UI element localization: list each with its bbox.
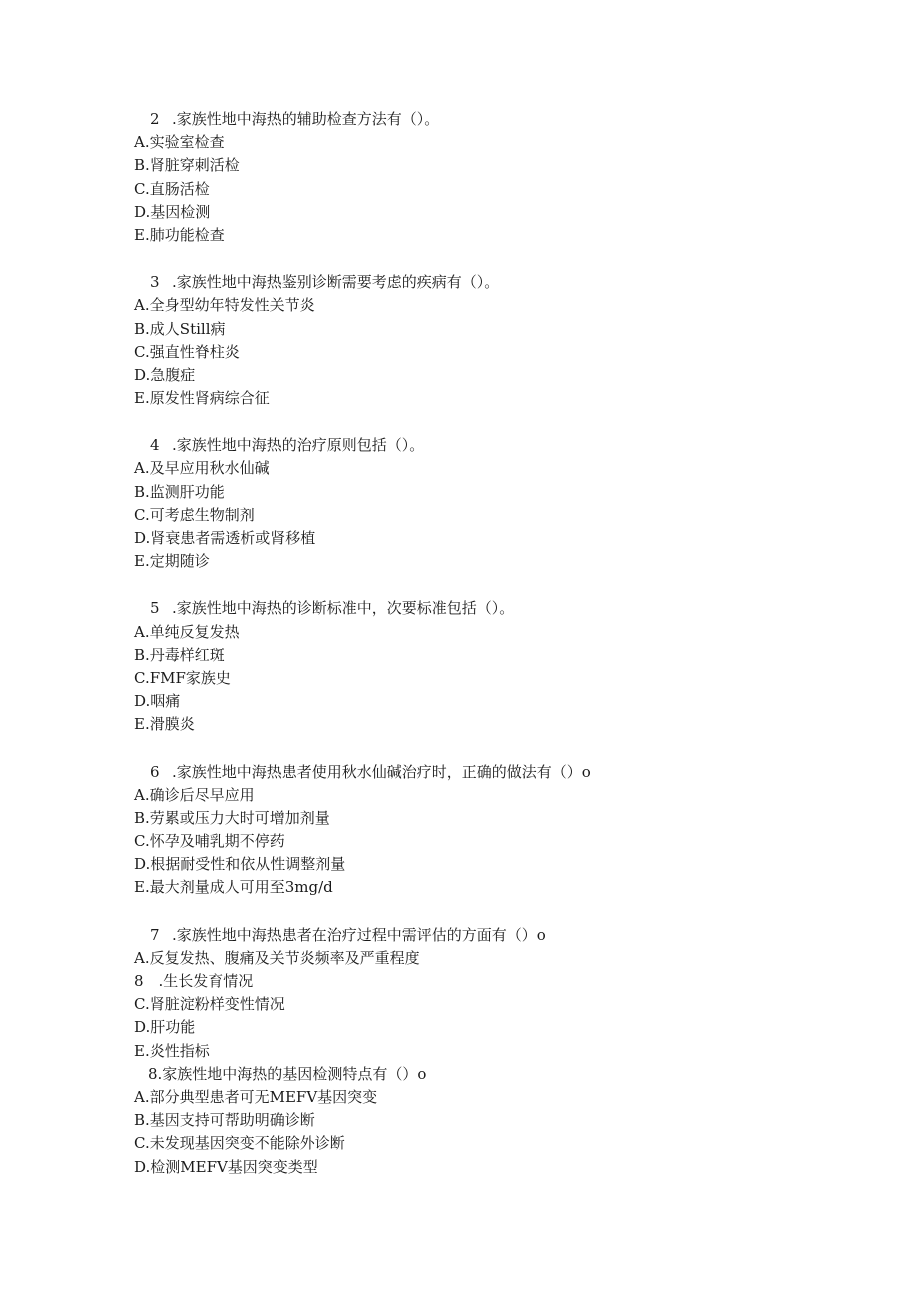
- question-5: [0, 597, 920, 736]
- option-c: C.FMF家族史: [134, 668, 231, 687]
- question-stem: [0, 271, 920, 294]
- question-7: [0, 924, 920, 1063]
- option-d: D.急腹症: [134, 365, 196, 384]
- document-body: [0, 108, 920, 1179]
- option-c: C.直肠活检: [134, 179, 210, 198]
- option-e: E.最大剂量成人可用至3mg/d: [134, 878, 333, 897]
- question-stem: [0, 434, 920, 457]
- option-c: C.可考虑生物制剂: [134, 505, 255, 524]
- question-2: [0, 108, 920, 247]
- option-e: E.炎性指标: [134, 1041, 210, 1060]
- option-b: 8 .生长发育情况: [134, 972, 254, 990]
- option-c: C.怀孕及哺乳期不停药: [134, 832, 285, 851]
- option-b: B.基因支持可帮助明确诊断: [134, 1111, 315, 1130]
- option-a: A.全身型幼年特发性关节炎: [134, 296, 315, 315]
- option-a: A.确诊后尽早应用: [134, 785, 255, 804]
- option-a: A.及早应用秋水仙碱: [134, 459, 270, 478]
- question-3: [0, 271, 920, 410]
- question-number: 2: [150, 110, 160, 128]
- question-number: 5: [150, 599, 160, 618]
- option-b: B.丹毒样红斑: [134, 645, 225, 664]
- option-b: B.监测肝功能: [134, 482, 225, 501]
- question-stem: [0, 761, 920, 784]
- question-text: .家族性地中海热患者在治疗过程中需评估的方面有（）o: [172, 925, 546, 944]
- question-stem: [0, 924, 920, 947]
- question-number: 6: [150, 762, 160, 781]
- option-a: A.单纯反复发热: [134, 622, 240, 641]
- option-e: E.滑膜炎: [134, 715, 195, 734]
- question-text: .家族性地中海热患者使用秋水仙碱治疗时，正确的做法有（）o: [172, 762, 591, 781]
- question-text: .家族性地中海热的辅助检查方法有（）。: [172, 110, 440, 128]
- option-e: E.定期随诊: [134, 552, 210, 571]
- option-b: B.劳累或压力大时可增加剂量: [134, 808, 330, 827]
- option-c: C.强直性脊柱炎: [134, 342, 240, 361]
- option-d: D.咽痛: [134, 692, 181, 711]
- question-number: 7: [150, 925, 160, 944]
- option-a: A.反复发热、腹痛及关节炎频率及严重程度: [134, 948, 420, 967]
- option-e: E.原发性肾病综合征: [134, 389, 270, 408]
- question-text: .家族性地中海热的诊断标准中，次要标准包括（）。: [172, 599, 515, 618]
- option-c: C.未发现基因突变不能除外诊断: [134, 1134, 345, 1153]
- option-d: D.根据耐受性和依从性调整剂量: [134, 855, 346, 874]
- question-6: [0, 761, 920, 900]
- option-d: D.基因检测: [134, 202, 211, 221]
- option-e: E.肺功能检查: [134, 225, 225, 244]
- question-stem: [0, 108, 920, 131]
- question-number: 4: [150, 436, 160, 455]
- option-d: D.肾衰患者需透析或肾移植: [134, 529, 316, 547]
- option-a: A.实验室检查: [134, 133, 225, 152]
- question-text: .家族性地中海热鉴别诊断需要考虑的疾病有（）。: [172, 273, 500, 292]
- option-d: D.肝功能: [134, 1018, 196, 1037]
- question-text: .家族性地中海热的治疗原则包括（）。: [172, 436, 425, 455]
- question-4: [0, 434, 920, 573]
- option-b: B.肾脏穿刺活检: [134, 156, 240, 175]
- question-stem: [0, 597, 920, 620]
- option-d: D.检测MEFV基因突变类型: [134, 1157, 318, 1176]
- option-b: B.成人Still病: [134, 319, 226, 338]
- question-8: [0, 1063, 920, 1179]
- question-text: 8.家族性地中海热的基因检测特点有（）o: [148, 1064, 427, 1083]
- option-a: A.部分典型患者可无MEFV基因突变: [134, 1087, 378, 1106]
- option-c: C.肾脏淀粉样变性情况: [134, 995, 285, 1014]
- question-number: 3: [150, 273, 160, 292]
- question-stem: [0, 1063, 920, 1086]
